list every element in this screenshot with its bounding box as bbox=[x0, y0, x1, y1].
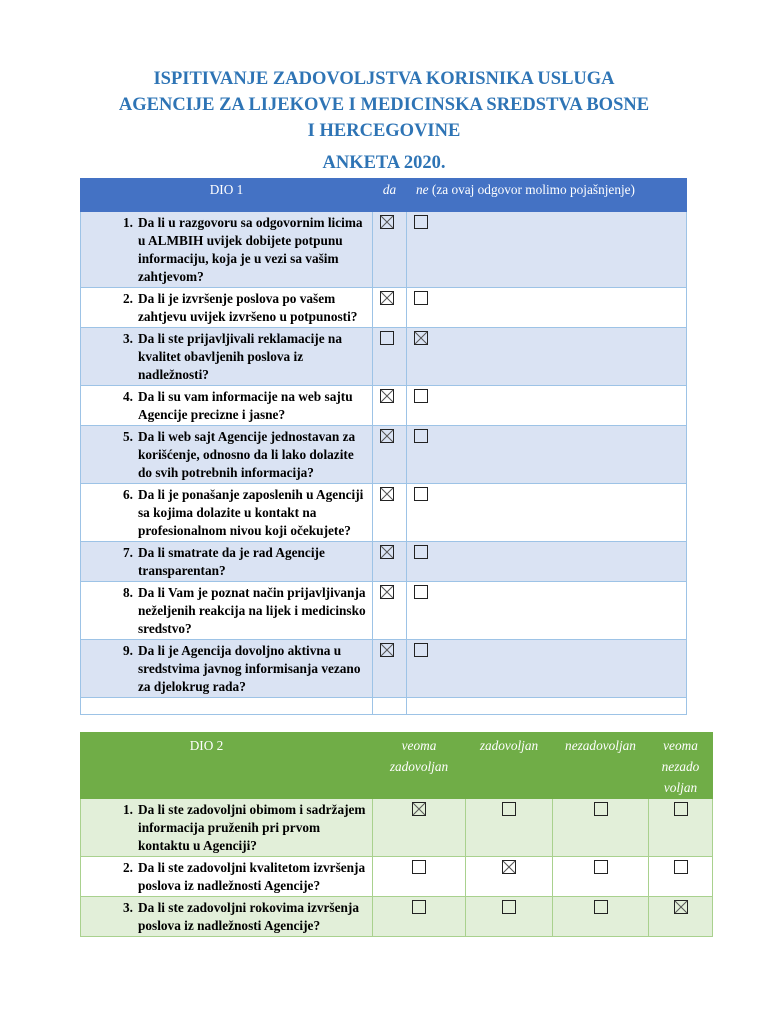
option-cell bbox=[373, 897, 466, 937]
part1-header-row bbox=[81, 179, 687, 212]
question-cell bbox=[81, 328, 373, 386]
yes-checkbox[interactable] bbox=[380, 585, 394, 599]
question-number: 6. bbox=[123, 487, 133, 502]
question-text: Da li web sajt Agencije jednostavan za korišćenje, odnosno da li lako dolazite do svih potrebnih informacija? bbox=[138, 429, 356, 480]
question-text: Da li je izvršenje poslova po vašem zahtjevu uvijek izvršeno u potpunosti? bbox=[138, 291, 358, 324]
no-note: (za ovaj odgovor molimo pojašnjenje) bbox=[431, 182, 635, 197]
question-cell bbox=[81, 582, 373, 640]
no-cell bbox=[407, 328, 687, 386]
question-row bbox=[81, 212, 687, 288]
question-text: Da li je Agencija dovoljno aktivna u sredstvima javnog informisanja vezano za djelokrug rada? bbox=[138, 643, 361, 694]
option-header-line: veoma bbox=[663, 738, 698, 753]
option-header bbox=[649, 733, 713, 799]
question-text: Da li ste zadovoljni obimom i sadržajem informacija pruženih pri prvom kontaktu u Agenciji? bbox=[138, 802, 366, 853]
question-cell bbox=[81, 542, 373, 582]
question-number: 9. bbox=[123, 643, 133, 658]
question-row bbox=[81, 328, 687, 386]
no-checkbox[interactable] bbox=[414, 545, 428, 559]
rating-checkbox[interactable] bbox=[502, 860, 516, 874]
no-checkbox[interactable] bbox=[414, 331, 428, 345]
no-checkbox[interactable] bbox=[414, 585, 428, 599]
no-cell bbox=[407, 288, 687, 328]
question-text: Da li ste zadovoljni kvalitetom izvršenja poslova iz nadležnosti Agencije? bbox=[138, 860, 366, 893]
yes-checkbox[interactable] bbox=[380, 389, 394, 403]
option-header-line: zadovoljan bbox=[389, 759, 449, 774]
question-text: Da li smatrate da je rad Agencije transparentan? bbox=[138, 545, 325, 578]
no-checkbox[interactable] bbox=[414, 643, 428, 657]
yes-checkbox[interactable] bbox=[380, 429, 394, 443]
question-number: 2. bbox=[123, 860, 133, 875]
yes-checkbox[interactable] bbox=[380, 487, 394, 501]
yes-cell bbox=[373, 542, 407, 582]
question-text: Da li Vam je poznat način prijavljivanja neželjenih reakcija na lijek i medicinsko sredstvo? bbox=[138, 585, 366, 636]
option-header-line: nezadovoljan bbox=[565, 738, 636, 753]
option-header-line: nezado bbox=[661, 759, 700, 774]
question-text: Da li ste zadovoljni rokovima izvršenja poslova iz nadležnosti Agencije? bbox=[138, 900, 359, 933]
question-row bbox=[81, 857, 713, 897]
no-cell bbox=[407, 484, 687, 542]
no-label: ne bbox=[416, 182, 429, 197]
yes-cell bbox=[373, 484, 407, 542]
part1-section-label: DIO 1 bbox=[81, 179, 373, 212]
no-column-header bbox=[407, 179, 687, 212]
no-checkbox[interactable] bbox=[414, 291, 428, 305]
yes-cell bbox=[373, 386, 407, 426]
question-row bbox=[81, 386, 687, 426]
yes-cell bbox=[373, 426, 407, 484]
option-cell bbox=[553, 897, 649, 937]
question-cell bbox=[81, 426, 373, 484]
question-cell bbox=[81, 640, 373, 698]
yes-checkbox[interactable] bbox=[380, 331, 394, 345]
yes-checkbox[interactable] bbox=[380, 291, 394, 305]
rating-checkbox[interactable] bbox=[502, 900, 516, 914]
option-cell bbox=[553, 857, 649, 897]
question-number: 7. bbox=[123, 545, 133, 560]
rating-checkbox[interactable] bbox=[674, 802, 688, 816]
part2-table bbox=[80, 732, 713, 937]
question-row bbox=[81, 897, 713, 937]
question-row bbox=[81, 582, 687, 640]
rating-checkbox[interactable] bbox=[674, 900, 688, 914]
question-cell bbox=[81, 857, 373, 897]
question-row bbox=[81, 484, 687, 542]
question-text: Da li su vam informacije na web sajtu Agencije precizne i jasne? bbox=[138, 389, 353, 422]
question-text: Da li ste prijavljivali reklamacije na kvalitet obavljenih poslova iz nadležnosti? bbox=[138, 331, 342, 382]
question-cell bbox=[81, 386, 373, 426]
option-cell bbox=[466, 857, 553, 897]
question-number: 8. bbox=[123, 585, 133, 600]
rating-checkbox[interactable] bbox=[594, 802, 608, 816]
no-cell bbox=[407, 582, 687, 640]
yes-checkbox[interactable] bbox=[380, 643, 394, 657]
yes-cell bbox=[373, 212, 407, 288]
question-row bbox=[81, 799, 713, 857]
rating-checkbox[interactable] bbox=[502, 802, 516, 816]
no-checkbox[interactable] bbox=[414, 429, 428, 443]
no-checkbox[interactable] bbox=[414, 389, 428, 403]
no-cell bbox=[407, 386, 687, 426]
option-header bbox=[466, 733, 553, 799]
title-line: ISPITIVANJE ZADOVOLJSTVA KORISNIKA USLUGA bbox=[153, 69, 615, 89]
option-cell bbox=[649, 857, 713, 897]
no-checkbox[interactable] bbox=[414, 487, 428, 501]
question-number: 2. bbox=[123, 291, 133, 306]
option-header bbox=[373, 733, 466, 799]
question-text: Da li je ponašanje zaposlenih u Agenciji sa kojima dolazite u kontakt na profesionalnom nivou koji očekujete? bbox=[138, 487, 364, 538]
yes-cell bbox=[373, 328, 407, 386]
option-header-line: zadovoljan bbox=[479, 738, 539, 753]
question-number: 1. bbox=[123, 215, 133, 230]
question-number: 1. bbox=[123, 802, 133, 817]
option-header-line: veoma bbox=[401, 738, 437, 753]
part1-table bbox=[80, 178, 687, 715]
yes-cell bbox=[373, 582, 407, 640]
yes-cell bbox=[373, 288, 407, 328]
part1-spacer-row bbox=[81, 698, 687, 715]
option-cell bbox=[649, 799, 713, 857]
question-cell bbox=[81, 288, 373, 328]
rating-checkbox[interactable] bbox=[674, 860, 688, 874]
question-number: 3. bbox=[123, 331, 133, 346]
question-number: 5. bbox=[123, 429, 133, 444]
question-number: 4. bbox=[123, 389, 133, 404]
question-cell bbox=[81, 799, 373, 857]
part2-header-row bbox=[81, 733, 713, 799]
part2-section-label: DIO 2 bbox=[81, 733, 373, 799]
no-cell bbox=[407, 426, 687, 484]
no-cell bbox=[407, 640, 687, 698]
rating-checkbox[interactable] bbox=[412, 900, 426, 914]
option-cell bbox=[466, 897, 553, 937]
question-cell bbox=[81, 484, 373, 542]
yes-checkbox[interactable] bbox=[380, 215, 394, 229]
question-row bbox=[81, 640, 687, 698]
question-row bbox=[81, 426, 687, 484]
question-cell bbox=[81, 897, 373, 937]
no-cell bbox=[407, 542, 687, 582]
option-cell bbox=[373, 799, 466, 857]
question-row bbox=[81, 288, 687, 328]
question-text: Da li u razgovoru sa odgovornim licima u ALMBIH uvijek dobijete potpunu informaciju, koja je u vezi sa vašim zahtjevom? bbox=[138, 215, 363, 284]
option-cell bbox=[553, 799, 649, 857]
option-header bbox=[553, 733, 649, 799]
document-title bbox=[80, 66, 688, 144]
yes-checkbox[interactable] bbox=[380, 545, 394, 559]
survey-year-title: ANKETA 2020. bbox=[322, 153, 446, 173]
question-row bbox=[81, 542, 687, 582]
yes-column-header: da bbox=[373, 179, 407, 212]
rating-checkbox[interactable] bbox=[594, 900, 608, 914]
question-number: 3. bbox=[123, 900, 133, 915]
title-line: AGENCIJE ZA LIJEKOVE I MEDICINSKA SREDSTVA BOSNE bbox=[118, 95, 650, 115]
rating-checkbox[interactable] bbox=[412, 802, 426, 816]
option-cell bbox=[649, 897, 713, 937]
option-header-line: voljan bbox=[663, 780, 698, 795]
rating-checkbox[interactable] bbox=[594, 860, 608, 874]
no-checkbox[interactable] bbox=[414, 215, 428, 229]
title-line: I HERCEGOVINE bbox=[307, 121, 461, 141]
yes-cell bbox=[373, 640, 407, 698]
option-cell bbox=[373, 857, 466, 897]
rating-checkbox[interactable] bbox=[412, 860, 426, 874]
question-cell bbox=[81, 212, 373, 288]
option-cell bbox=[466, 799, 553, 857]
no-cell bbox=[407, 212, 687, 288]
